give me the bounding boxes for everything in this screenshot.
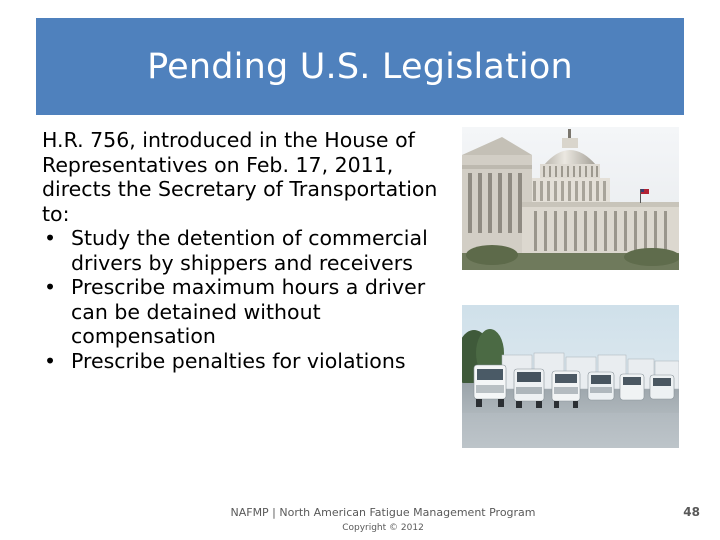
footer <box>200 505 566 535</box>
bullet-text: Prescribe maximum hours a driver can be detained without compensation <box>71 275 426 348</box>
footer-program: NAFMP | North American Fatigue Management Program <box>230 506 536 519</box>
bullet-list <box>42 226 462 373</box>
capitol-building-photo <box>462 127 679 270</box>
footer-copyright: Copyright © 2012 <box>342 523 424 533</box>
page-number: 48 <box>683 505 700 519</box>
bullet-text: Prescribe penalties for violations <box>71 348 406 373</box>
capitol-building-image <box>462 127 679 270</box>
bullet-item <box>42 226 462 275</box>
bullet-text: Study the detention of commercial drivers by shippers and receivers <box>71 226 428 275</box>
slide-title: Pending U.S. Legislation <box>147 46 573 87</box>
bullet-icon: • <box>43 348 57 373</box>
commercial-trucks-image <box>462 305 679 448</box>
commercial-trucks-photo <box>462 305 679 448</box>
bullet-item <box>42 349 462 374</box>
bullet-icon: • <box>43 275 57 299</box>
intro-paragraph: H.R. 756, introduced in the House of Representatives on Feb. 17, 2011, directs the Secretary of Transportation to: <box>42 128 438 226</box>
title-bar <box>36 18 684 115</box>
bullet-item <box>42 275 462 349</box>
slide-body <box>42 128 462 373</box>
bullet-icon: • <box>43 226 57 250</box>
